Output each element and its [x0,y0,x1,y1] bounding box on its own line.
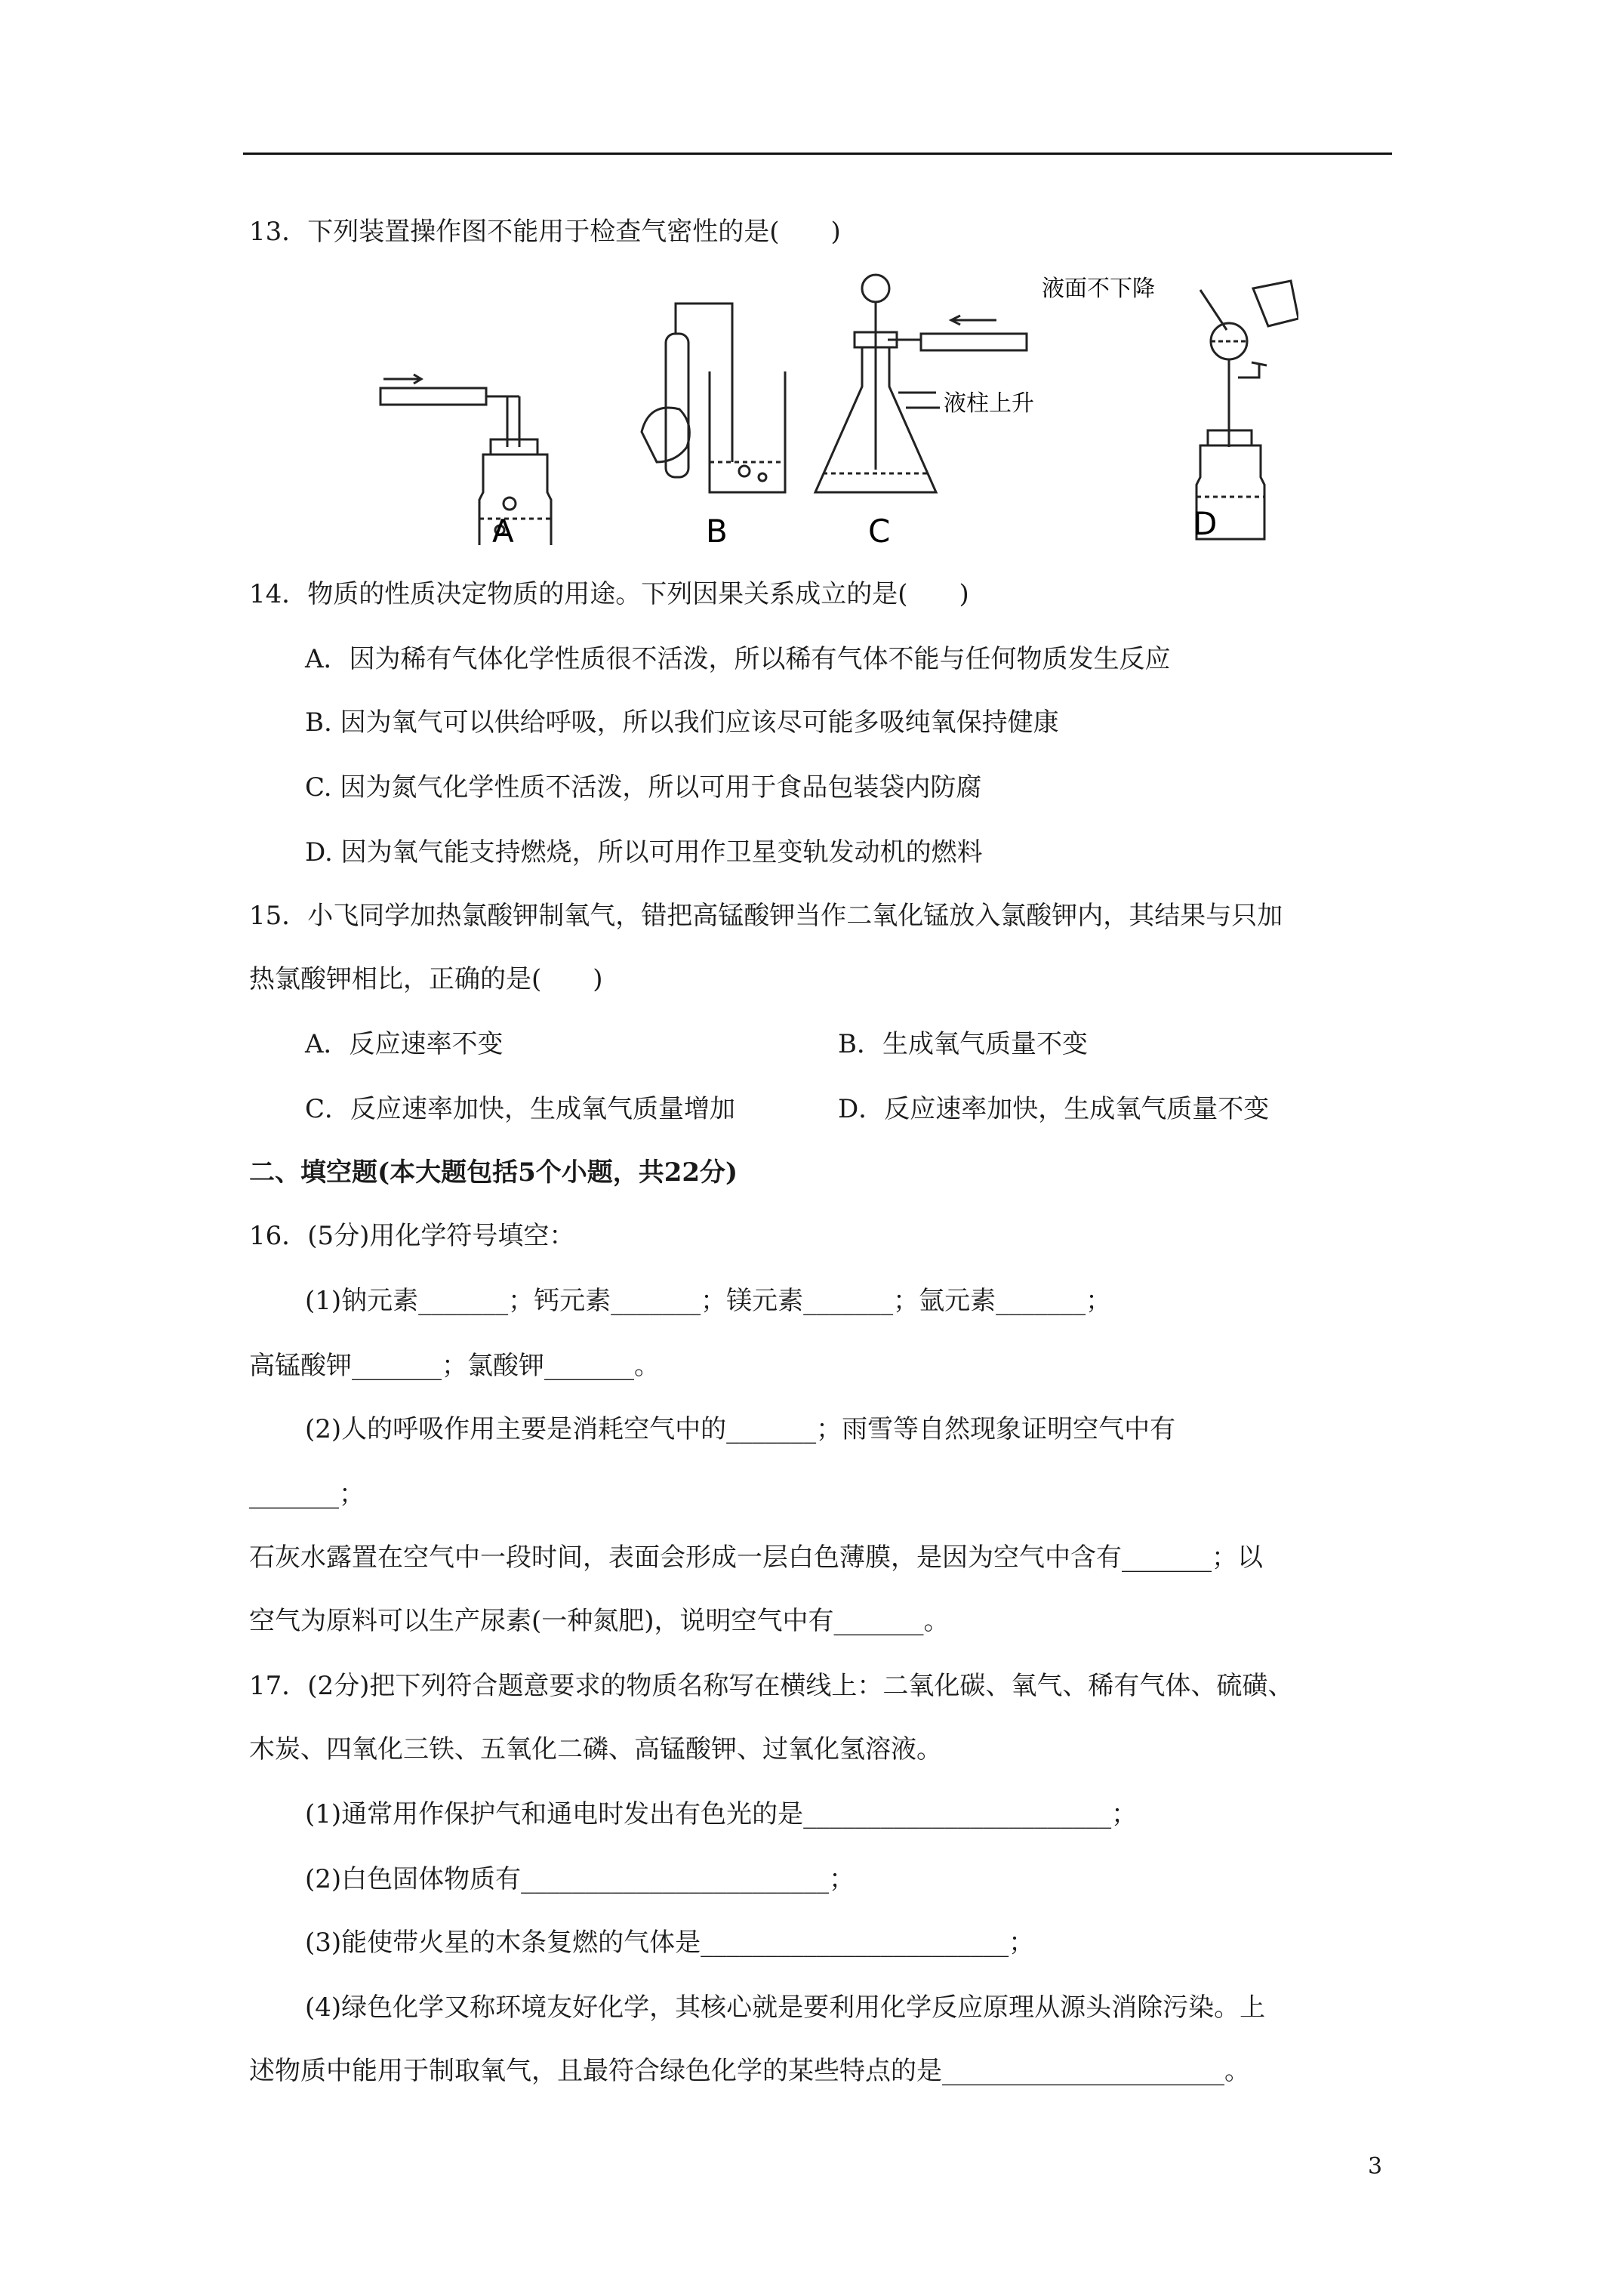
syringe-a-icon [380,388,486,405]
stopper-a-icon [491,439,537,455]
q16-part2-line4: 空气为原料可以生产尿素(一种氮肥)，说明空气中有_______。 [249,1606,950,1636]
section-2-heading: 二、填空题(本大题包括5个小题，共22分) [249,1157,738,1188]
q16-part1-line1: (1)钠元素_______；钙元素_______；镁元素_______；氩元素_______； [305,1286,1112,1316]
q15-option-b: B．生成氧气质量不变 [838,1029,1088,1059]
q15-option-c: C．反应速率加快，生成氧气质量增加 [305,1094,736,1124]
q13-apparatus-figure [377,273,1298,545]
q15-option-d: D．反应速率加快，生成氧气质量不变 [838,1094,1270,1124]
label-c: C [868,513,891,545]
q14-option-a: A．因为稀有气体化学性质很不活泼，所以稀有气体不能与任何物质发生反应 [305,644,1171,674]
q17-stem-line2: 木炭、四氧化三铁、五氧化二磷、高锰酸钾、过氧化氢溶液。 [249,1734,942,1764]
funnel-c-icon [862,275,889,302]
q17-part1: (1)通常用作保护气和通电时发出有色光的是________________________； [305,1799,1138,1829]
q14-option-d: D. 因为氧气能支持燃烧，所以可用作卫星变轨发动机的燃料 [305,837,983,868]
label-b: B [706,513,728,545]
q16-part1-line2: 高锰酸钾_______；氯酸钾_______。 [249,1351,660,1381]
q15-stem-line1: 15．小飞同学加热氯酸钾制氧气，错把高锰酸钾当作二氧化锰放入氯酸钾内，其结果与只加 [249,901,1283,931]
q15-option-a: A．反应速率不变 [305,1029,504,1059]
q17-stem-line1: 17．(2分)把下列符合题意要求的物质名称写在横线上：二氧化碳、氧气、稀有气体、硫磺、 [249,1671,1294,1701]
label-d: D [1193,505,1218,542]
q16-part2-line2: _______； [249,1479,365,1509]
q15-stem-line2: 热氯酸钾相比，正确的是( ) [249,964,603,994]
label-a: A [492,513,514,545]
q17-part4-line2: 述物质中能用于制取氧气，且最符合绿色化学的某些特点的是______________________。 [249,2056,1250,2086]
q14-option-c: C. 因为氮气化学性质不活泼，所以可用于食品包装袋内防腐 [305,772,982,803]
q14-stem: 14．物质的性质决定物质的用途。下列因果关系成立的是( ) [249,579,969,609]
q17-part4-line1: (4)绿色化学又称环境友好化学，其核心就是要利用化学反应原理从源头消除污染。上 [305,1992,1266,2023]
note-d-level-not-drop: 液面不下降 [1042,276,1155,302]
note-c-liquid-rises: 液柱上升 [944,390,1034,417]
q17-part2: (2)白色固体物质有________________________； [305,1864,855,1894]
q13-stem: 13．下列装置操作图不能用于检查气密性的是( ) [249,217,841,247]
q14-option-b: B. 因为氧气可以供给呼吸，所以我们应该尽可能多吸纯氧保持健康 [305,707,1059,738]
syringe-c-icon [921,334,1027,350]
q16-part2-line1: (2)人的呼吸作用主要是消耗空气中的_______；雨雪等自然现象证明空气中有 [305,1414,1176,1444]
apparatus-diagram [377,273,1298,545]
q17-part3: (3)能使带火星的木条复燃的气体是________________________； [305,1928,1035,1958]
pouring-beaker-d-icon [1253,281,1298,326]
q16-part2-line3: 石灰水露置在空气中一段时间，表面会形成一层白色薄膜，是因为空气中含有_______；以 [249,1542,1263,1573]
header-rule [243,153,1392,155]
q16-stem: 16．(5分)用化学符号填空： [249,1221,575,1251]
page-number: 3 [1368,2153,1383,2180]
